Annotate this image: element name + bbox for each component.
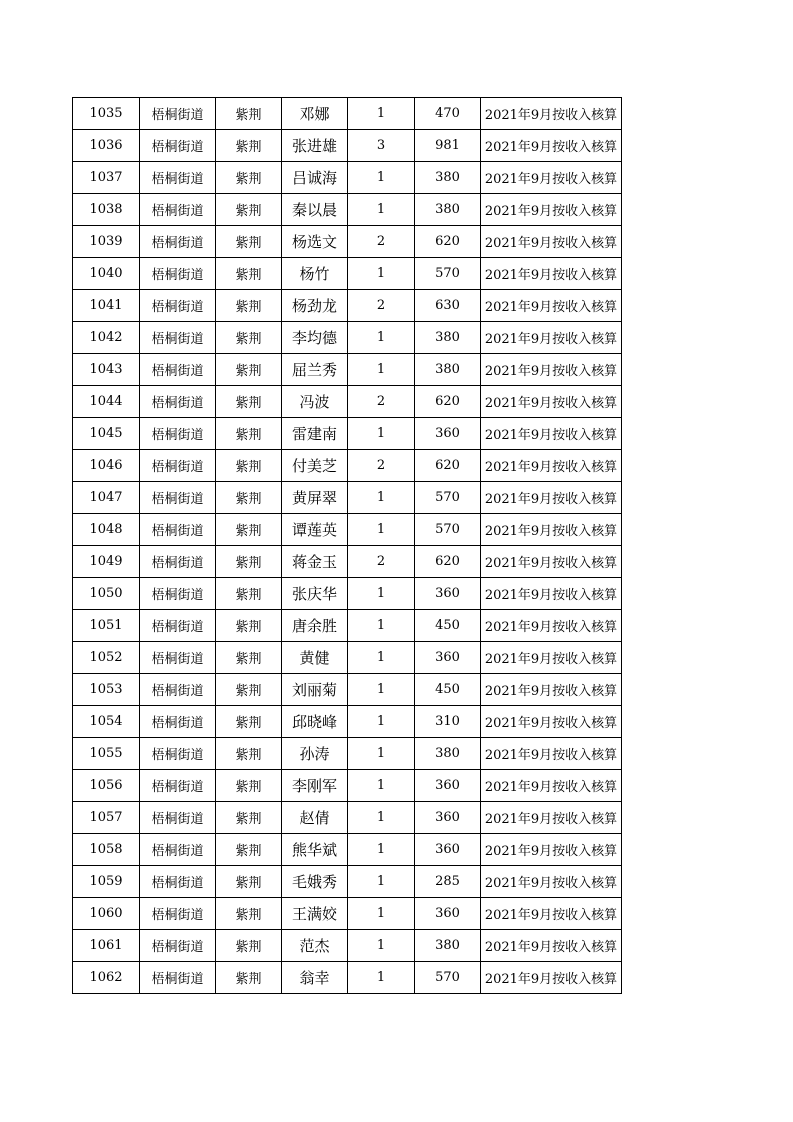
household-size-cell: 1 xyxy=(348,322,415,354)
table-row xyxy=(73,802,622,834)
household-size-cell: 1 xyxy=(348,930,415,962)
amount-cell: 620 xyxy=(415,386,481,418)
amount-cell: 360 xyxy=(415,418,481,450)
resident-name-cell: 翁幸 xyxy=(282,962,348,994)
community-cell: 紫荆 xyxy=(216,898,282,930)
community-cell: 紫荆 xyxy=(216,162,282,194)
resident-name-cell: 范杰 xyxy=(282,930,348,962)
table-row xyxy=(73,706,622,738)
resident-name-cell: 毛娥秀 xyxy=(282,866,348,898)
resident-name-cell: 邓娜 xyxy=(282,98,348,130)
amount-cell: 380 xyxy=(415,930,481,962)
street-cell: 梧桐街道 xyxy=(140,98,216,130)
household-size-cell: 1 xyxy=(348,706,415,738)
household-size-cell: 1 xyxy=(348,514,415,546)
serial-number-cell: 1057 xyxy=(73,802,140,834)
note-cell: 2021年9月按收入核算 xyxy=(481,642,622,674)
street-cell: 梧桐街道 xyxy=(140,290,216,322)
table-row xyxy=(73,514,622,546)
community-cell: 紫荆 xyxy=(216,450,282,482)
table-row xyxy=(73,482,622,514)
household-size-cell: 2 xyxy=(348,386,415,418)
amount-cell: 285 xyxy=(415,866,481,898)
note-cell: 2021年9月按收入核算 xyxy=(481,418,622,450)
table-body xyxy=(73,98,622,994)
resident-name-cell: 蒋金玉 xyxy=(282,546,348,578)
community-cell: 紫荆 xyxy=(216,98,282,130)
note-cell: 2021年9月按收入核算 xyxy=(481,322,622,354)
household-size-cell: 1 xyxy=(348,802,415,834)
resident-name-cell: 冯波 xyxy=(282,386,348,418)
table-row xyxy=(73,290,622,322)
community-cell: 紫荆 xyxy=(216,578,282,610)
amount-cell: 360 xyxy=(415,834,481,866)
community-cell: 紫荆 xyxy=(216,258,282,290)
household-size-cell: 1 xyxy=(348,866,415,898)
amount-cell: 630 xyxy=(415,290,481,322)
amount-cell: 620 xyxy=(415,546,481,578)
community-cell: 紫荆 xyxy=(216,674,282,706)
note-cell: 2021年9月按收入核算 xyxy=(481,258,622,290)
serial-number-cell: 1059 xyxy=(73,866,140,898)
community-cell: 紫荆 xyxy=(216,514,282,546)
table-row xyxy=(73,194,622,226)
resident-name-cell: 熊华斌 xyxy=(282,834,348,866)
community-cell: 紫荆 xyxy=(216,194,282,226)
note-cell: 2021年9月按收入核算 xyxy=(481,162,622,194)
street-cell: 梧桐街道 xyxy=(140,770,216,802)
serial-number-cell: 1039 xyxy=(73,226,140,258)
community-cell: 紫荆 xyxy=(216,546,282,578)
table-row xyxy=(73,226,622,258)
street-cell: 梧桐街道 xyxy=(140,386,216,418)
street-cell: 梧桐街道 xyxy=(140,162,216,194)
table-row xyxy=(73,546,622,578)
resident-name-cell: 李均德 xyxy=(282,322,348,354)
table-row xyxy=(73,642,622,674)
community-cell: 紫荆 xyxy=(216,482,282,514)
household-size-cell: 1 xyxy=(348,738,415,770)
community-cell: 紫荆 xyxy=(216,322,282,354)
community-cell: 紫荆 xyxy=(216,354,282,386)
resident-name-cell: 付美芝 xyxy=(282,450,348,482)
resident-name-cell: 邱晓峰 xyxy=(282,706,348,738)
household-size-cell: 2 xyxy=(348,546,415,578)
household-size-cell: 1 xyxy=(348,354,415,386)
household-size-cell: 1 xyxy=(348,642,415,674)
assistance-roster-table xyxy=(72,97,622,994)
table-row xyxy=(73,674,622,706)
street-cell: 梧桐街道 xyxy=(140,130,216,162)
amount-cell: 360 xyxy=(415,898,481,930)
household-size-cell: 2 xyxy=(348,450,415,482)
note-cell: 2021年9月按收入核算 xyxy=(481,514,622,546)
table-row xyxy=(73,930,622,962)
serial-number-cell: 1049 xyxy=(73,546,140,578)
table-row xyxy=(73,98,622,130)
street-cell: 梧桐街道 xyxy=(140,578,216,610)
street-cell: 梧桐街道 xyxy=(140,258,216,290)
household-size-cell: 1 xyxy=(348,962,415,994)
amount-cell: 360 xyxy=(415,770,481,802)
resident-name-cell: 王满姣 xyxy=(282,898,348,930)
street-cell: 梧桐街道 xyxy=(140,674,216,706)
community-cell: 紫荆 xyxy=(216,962,282,994)
community-cell: 紫荆 xyxy=(216,418,282,450)
resident-name-cell: 杨选文 xyxy=(282,226,348,258)
household-size-cell: 2 xyxy=(348,290,415,322)
serial-number-cell: 1041 xyxy=(73,290,140,322)
table-row xyxy=(73,354,622,386)
resident-name-cell: 孙涛 xyxy=(282,738,348,770)
amount-cell: 981 xyxy=(415,130,481,162)
serial-number-cell: 1053 xyxy=(73,674,140,706)
serial-number-cell: 1045 xyxy=(73,418,140,450)
street-cell: 梧桐街道 xyxy=(140,322,216,354)
street-cell: 梧桐街道 xyxy=(140,514,216,546)
household-size-cell: 3 xyxy=(348,130,415,162)
serial-number-cell: 1051 xyxy=(73,610,140,642)
street-cell: 梧桐街道 xyxy=(140,482,216,514)
table-row xyxy=(73,130,622,162)
serial-number-cell: 1061 xyxy=(73,930,140,962)
community-cell: 紫荆 xyxy=(216,226,282,258)
household-size-cell: 1 xyxy=(348,482,415,514)
table-row xyxy=(73,834,622,866)
street-cell: 梧桐街道 xyxy=(140,930,216,962)
note-cell: 2021年9月按收入核算 xyxy=(481,130,622,162)
note-cell: 2021年9月按收入核算 xyxy=(481,930,622,962)
note-cell: 2021年9月按收入核算 xyxy=(481,226,622,258)
community-cell: 紫荆 xyxy=(216,130,282,162)
note-cell: 2021年9月按收入核算 xyxy=(481,546,622,578)
community-cell: 紫荆 xyxy=(216,290,282,322)
street-cell: 梧桐街道 xyxy=(140,738,216,770)
resident-name-cell: 屈兰秀 xyxy=(282,354,348,386)
household-size-cell: 1 xyxy=(348,578,415,610)
table-row xyxy=(73,738,622,770)
resident-name-cell: 张庆华 xyxy=(282,578,348,610)
serial-number-cell: 1060 xyxy=(73,898,140,930)
amount-cell: 380 xyxy=(415,194,481,226)
amount-cell: 450 xyxy=(415,610,481,642)
note-cell: 2021年9月按收入核算 xyxy=(481,98,622,130)
note-cell: 2021年9月按收入核算 xyxy=(481,354,622,386)
street-cell: 梧桐街道 xyxy=(140,194,216,226)
street-cell: 梧桐街道 xyxy=(140,226,216,258)
note-cell: 2021年9月按收入核算 xyxy=(481,866,622,898)
resident-name-cell: 黄健 xyxy=(282,642,348,674)
resident-name-cell: 刘丽菊 xyxy=(282,674,348,706)
amount-cell: 570 xyxy=(415,482,481,514)
note-cell: 2021年9月按收入核算 xyxy=(481,194,622,226)
table-row xyxy=(73,322,622,354)
table-row xyxy=(73,578,622,610)
resident-name-cell: 吕诚海 xyxy=(282,162,348,194)
note-cell: 2021年9月按收入核算 xyxy=(481,482,622,514)
serial-number-cell: 1058 xyxy=(73,834,140,866)
resident-name-cell: 赵倩 xyxy=(282,802,348,834)
amount-cell: 620 xyxy=(415,450,481,482)
table-row xyxy=(73,386,622,418)
serial-number-cell: 1054 xyxy=(73,706,140,738)
note-cell: 2021年9月按收入核算 xyxy=(481,834,622,866)
serial-number-cell: 1044 xyxy=(73,386,140,418)
resident-name-cell: 谭莲英 xyxy=(282,514,348,546)
note-cell: 2021年9月按收入核算 xyxy=(481,706,622,738)
community-cell: 紫荆 xyxy=(216,834,282,866)
amount-cell: 380 xyxy=(415,354,481,386)
serial-number-cell: 1056 xyxy=(73,770,140,802)
resident-name-cell: 李刚军 xyxy=(282,770,348,802)
table-row xyxy=(73,866,622,898)
note-cell: 2021年9月按收入核算 xyxy=(481,610,622,642)
resident-name-cell: 杨竹 xyxy=(282,258,348,290)
table-row xyxy=(73,162,622,194)
household-size-cell: 2 xyxy=(348,226,415,258)
note-cell: 2021年9月按收入核算 xyxy=(481,738,622,770)
table-row xyxy=(73,258,622,290)
amount-cell: 570 xyxy=(415,258,481,290)
resident-name-cell: 张进雄 xyxy=(282,130,348,162)
serial-number-cell: 1046 xyxy=(73,450,140,482)
amount-cell: 380 xyxy=(415,738,481,770)
note-cell: 2021年9月按收入核算 xyxy=(481,898,622,930)
resident-name-cell: 雷建南 xyxy=(282,418,348,450)
household-size-cell: 1 xyxy=(348,98,415,130)
street-cell: 梧桐街道 xyxy=(140,610,216,642)
serial-number-cell: 1036 xyxy=(73,130,140,162)
note-cell: 2021年9月按收入核算 xyxy=(481,962,622,994)
resident-name-cell: 唐余胜 xyxy=(282,610,348,642)
street-cell: 梧桐街道 xyxy=(140,546,216,578)
table-row xyxy=(73,610,622,642)
serial-number-cell: 1048 xyxy=(73,514,140,546)
amount-cell: 470 xyxy=(415,98,481,130)
household-size-cell: 1 xyxy=(348,898,415,930)
community-cell: 紫荆 xyxy=(216,770,282,802)
note-cell: 2021年9月按收入核算 xyxy=(481,802,622,834)
community-cell: 紫荆 xyxy=(216,642,282,674)
amount-cell: 360 xyxy=(415,642,481,674)
household-size-cell: 1 xyxy=(348,162,415,194)
household-size-cell: 1 xyxy=(348,610,415,642)
street-cell: 梧桐街道 xyxy=(140,642,216,674)
serial-number-cell: 1043 xyxy=(73,354,140,386)
community-cell: 紫荆 xyxy=(216,738,282,770)
note-cell: 2021年9月按收入核算 xyxy=(481,386,622,418)
household-size-cell: 1 xyxy=(348,258,415,290)
amount-cell: 360 xyxy=(415,802,481,834)
street-cell: 梧桐街道 xyxy=(140,866,216,898)
amount-cell: 380 xyxy=(415,322,481,354)
table-row xyxy=(73,770,622,802)
serial-number-cell: 1052 xyxy=(73,642,140,674)
amount-cell: 450 xyxy=(415,674,481,706)
resident-name-cell: 秦以晨 xyxy=(282,194,348,226)
street-cell: 梧桐街道 xyxy=(140,706,216,738)
street-cell: 梧桐街道 xyxy=(140,898,216,930)
table-row xyxy=(73,898,622,930)
serial-number-cell: 1037 xyxy=(73,162,140,194)
household-size-cell: 1 xyxy=(348,770,415,802)
street-cell: 梧桐街道 xyxy=(140,418,216,450)
community-cell: 紫荆 xyxy=(216,706,282,738)
table-row xyxy=(73,418,622,450)
serial-number-cell: 1042 xyxy=(73,322,140,354)
serial-number-cell: 1062 xyxy=(73,962,140,994)
note-cell: 2021年9月按收入核算 xyxy=(481,450,622,482)
community-cell: 紫荆 xyxy=(216,866,282,898)
community-cell: 紫荆 xyxy=(216,802,282,834)
street-cell: 梧桐街道 xyxy=(140,802,216,834)
table-row xyxy=(73,450,622,482)
household-size-cell: 1 xyxy=(348,674,415,706)
note-cell: 2021年9月按收入核算 xyxy=(481,674,622,706)
street-cell: 梧桐街道 xyxy=(140,450,216,482)
amount-cell: 620 xyxy=(415,226,481,258)
community-cell: 紫荆 xyxy=(216,386,282,418)
resident-name-cell: 杨劲龙 xyxy=(282,290,348,322)
note-cell: 2021年9月按收入核算 xyxy=(481,770,622,802)
note-cell: 2021年9月按收入核算 xyxy=(481,290,622,322)
community-cell: 紫荆 xyxy=(216,930,282,962)
serial-number-cell: 1055 xyxy=(73,738,140,770)
street-cell: 梧桐街道 xyxy=(140,354,216,386)
resident-name-cell: 黄屏翠 xyxy=(282,482,348,514)
note-cell: 2021年9月按收入核算 xyxy=(481,578,622,610)
serial-number-cell: 1040 xyxy=(73,258,140,290)
serial-number-cell: 1038 xyxy=(73,194,140,226)
street-cell: 梧桐街道 xyxy=(140,834,216,866)
household-size-cell: 1 xyxy=(348,194,415,226)
community-cell: 紫荆 xyxy=(216,610,282,642)
table-row xyxy=(73,962,622,994)
serial-number-cell: 1035 xyxy=(73,98,140,130)
street-cell: 梧桐街道 xyxy=(140,962,216,994)
household-size-cell: 1 xyxy=(348,834,415,866)
serial-number-cell: 1050 xyxy=(73,578,140,610)
amount-cell: 570 xyxy=(415,962,481,994)
amount-cell: 310 xyxy=(415,706,481,738)
amount-cell: 360 xyxy=(415,578,481,610)
amount-cell: 570 xyxy=(415,514,481,546)
serial-number-cell: 1047 xyxy=(73,482,140,514)
amount-cell: 380 xyxy=(415,162,481,194)
household-size-cell: 1 xyxy=(348,418,415,450)
